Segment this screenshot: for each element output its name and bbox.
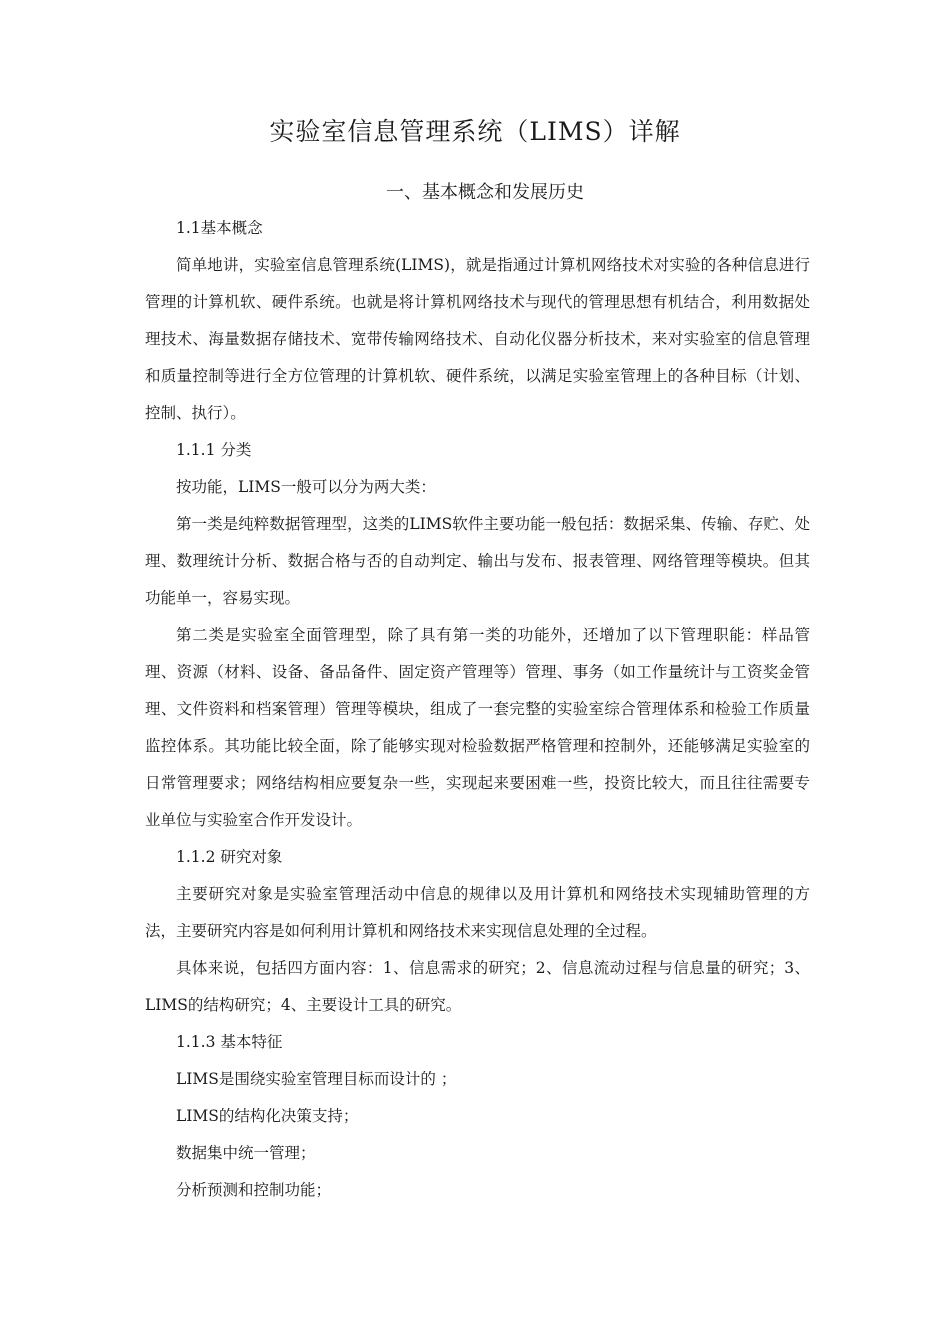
subsection-heading: 1.1基本概念: [176, 219, 263, 237]
subsection-heading: 1.1.2 研究对象: [176, 848, 283, 866]
paragraph: 具体来说，包括四方面内容：1、信息需求的研究；2、信息流动过程与信息量的研究；3、LIMS的结构研究；4、主要设计工具的研究。: [145, 959, 810, 1014]
subsection-heading: 1.1.1 分类: [176, 441, 252, 459]
document-title: 实验室信息管理系统（LIMS）详解: [269, 117, 681, 146]
paragraph: 主要研究对象是实验室管理活动中信息的规律以及用计算机和网络技术实现辅助管理的方法，主要研究内容是如何利用计算机和网络技术来实现信息处理的全过程。: [145, 885, 810, 940]
subsection-heading: 1.1.3 基本特征: [176, 1033, 283, 1051]
paragraph: 第二类是实验室全面管理型，除了具有第一类的功能外，还增加了以下管理职能：样品管理、资源（材料、设备、备品备件、固定资产管理等）管理、事务（如工作量统计与工资奖金管理、文件资料和档案管理）管理等模块，组成了一套完整的实验室综合管理体系和检验工作质量监控体系。其功能比较全面，除了能够实现对检验数据严格管理和控制外，还能够满足实验室的日常管理要求；网络结构相应要复杂一些，实现起来要困难一些，投资比较大，而且往往需要专业单位与实验室合作开发设计。: [145, 626, 810, 829]
list-item: 分析预测和控制功能；: [176, 1181, 332, 1199]
paragraph: 简单地讲，实验室信息管理系统(LIMS)，就是指通过计算机网络技术对实验的各种信息进行管理的计算机软、硬件系统。也就是将计算机网络技术与现代的管理思想有机结合，利用数据处理技术、海量数据存储技术、宽带传输网络技术、自动化仪器分析技术，来对实验室的信息管理和质量控制等进行全方位管理的计算机软、硬件系统，以满足实验室管理上的各种目标（计划、控制、执行）。: [145, 256, 810, 422]
section-heading: 一、基本概念和发展历史: [386, 182, 584, 203]
list-item: LIMS是围绕实验室管理目标而设计的 ；: [176, 1070, 457, 1088]
paragraph: 按功能，LIMS一般可以分为两大类：: [176, 478, 436, 496]
list-item: LIMS的结构化决策支持；: [176, 1107, 359, 1125]
list-item: 数据集中统一管理；: [176, 1144, 316, 1162]
paragraph: 第一类是纯粹数据管理型，这类的LIMS软件主要功能一般包括：数据采集、传输、存贮、处理、数理统计分析、数据合格与否的自动判定、输出与发布、报表管理、网络管理等模块。但其功能单一，容易实现。: [145, 515, 810, 607]
document-body: [145, 210, 810, 1209]
